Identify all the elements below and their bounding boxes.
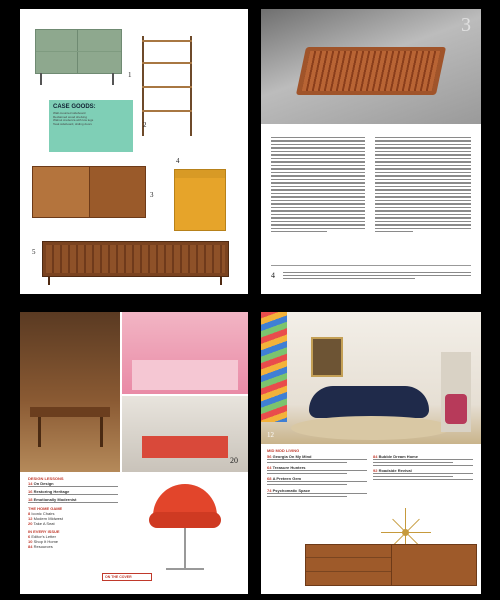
pink-kitchen-photo [122, 312, 248, 394]
marker-2: 2 [143, 121, 147, 129]
bedroom-photo [122, 396, 248, 472]
case-goods-page [20, 9, 248, 294]
contents-item[interactable]: 18 Emotionally Modernist [28, 497, 77, 503]
case-goods-line-3: Walnut credenza with low legs [53, 118, 94, 123]
contents-section-2-heading: THE HOME GAME [28, 506, 63, 512]
contents-item[interactable]: 6 Editor's Letter [28, 534, 56, 540]
article-column-right [375, 137, 471, 257]
living-item[interactable]: 92 Roadside Revival [373, 468, 412, 474]
contents-item[interactable]: 84 Resources [28, 544, 53, 550]
case-goods-line-1: Wall-mounted sideboard [53, 111, 86, 115]
marker-4: 4 [176, 157, 180, 165]
case-goods-line-2: Reclaimed wood shelving [53, 114, 88, 119]
navy-sofa [309, 386, 429, 418]
living-section-heading: MID MOD LIVING [267, 448, 300, 453]
contents-item[interactable]: 12 Modern Midwest [28, 516, 63, 522]
marker-1: 1 [128, 71, 132, 79]
contents-item[interactable]: 20 Take A Seat [28, 521, 55, 527]
colorful-wall-art [261, 312, 287, 422]
contents-item[interactable]: 16 Restoring Heritage [28, 489, 70, 495]
contents-page [20, 312, 248, 594]
living-item[interactable]: 74 Psychomatic Space [267, 487, 311, 493]
living-item[interactable]: 56 Georgia On My Mind [267, 454, 312, 459]
contents-list [28, 476, 128, 549]
article-footnote [283, 272, 471, 281]
shelving-unit-image [142, 36, 192, 136]
yellow-cabinet-image [174, 169, 226, 231]
article-page-number: 3 [461, 14, 471, 36]
article-column-left [271, 137, 365, 257]
contents-item[interactable]: 14 On Design [28, 481, 54, 486]
living-page-marker: 12 [267, 431, 274, 439]
walnut-credenza-image [42, 241, 229, 277]
living-item[interactable]: 84 Bubble Dream Home [373, 454, 418, 459]
marker-3: 3 [150, 191, 154, 199]
living-item[interactable]: 64 Treasure Hunters [267, 465, 306, 471]
living-item[interactable]: 68 A Preteen Gem [267, 476, 302, 482]
living-room-page [261, 312, 481, 594]
framed-portrait [311, 337, 343, 377]
contents-item[interactable]: 10 Shop It Home [28, 539, 59, 545]
contents-section-1-heading: DESIGN LESSONS [28, 476, 64, 481]
marker-5: 5 [32, 248, 36, 256]
contents-section-3-heading: IN EVERY ISSUE [28, 529, 60, 535]
case-goods-line-4: Teak sideboard, sliding doors [53, 121, 92, 126]
living-contents [267, 448, 477, 493]
dining-room-photo [20, 312, 120, 472]
article-footer-number: 4 [271, 271, 275, 280]
walnut-sideboard-image [32, 166, 146, 218]
article-page [261, 9, 481, 294]
lounge-chair-photo [261, 9, 481, 124]
living-room-photo [261, 312, 481, 444]
sage-cabinet-image [35, 29, 122, 74]
contents-item[interactable]: 8 Iconic Chairs [28, 511, 55, 517]
on-the-cover-badge: ON THE COVER [102, 573, 152, 581]
case-goods-caption-box [49, 100, 133, 152]
case-goods-heading: CASE GOODS: [53, 104, 96, 110]
teak-credenza-image [305, 544, 477, 586]
contents-page-marker: 20 [230, 456, 238, 465]
